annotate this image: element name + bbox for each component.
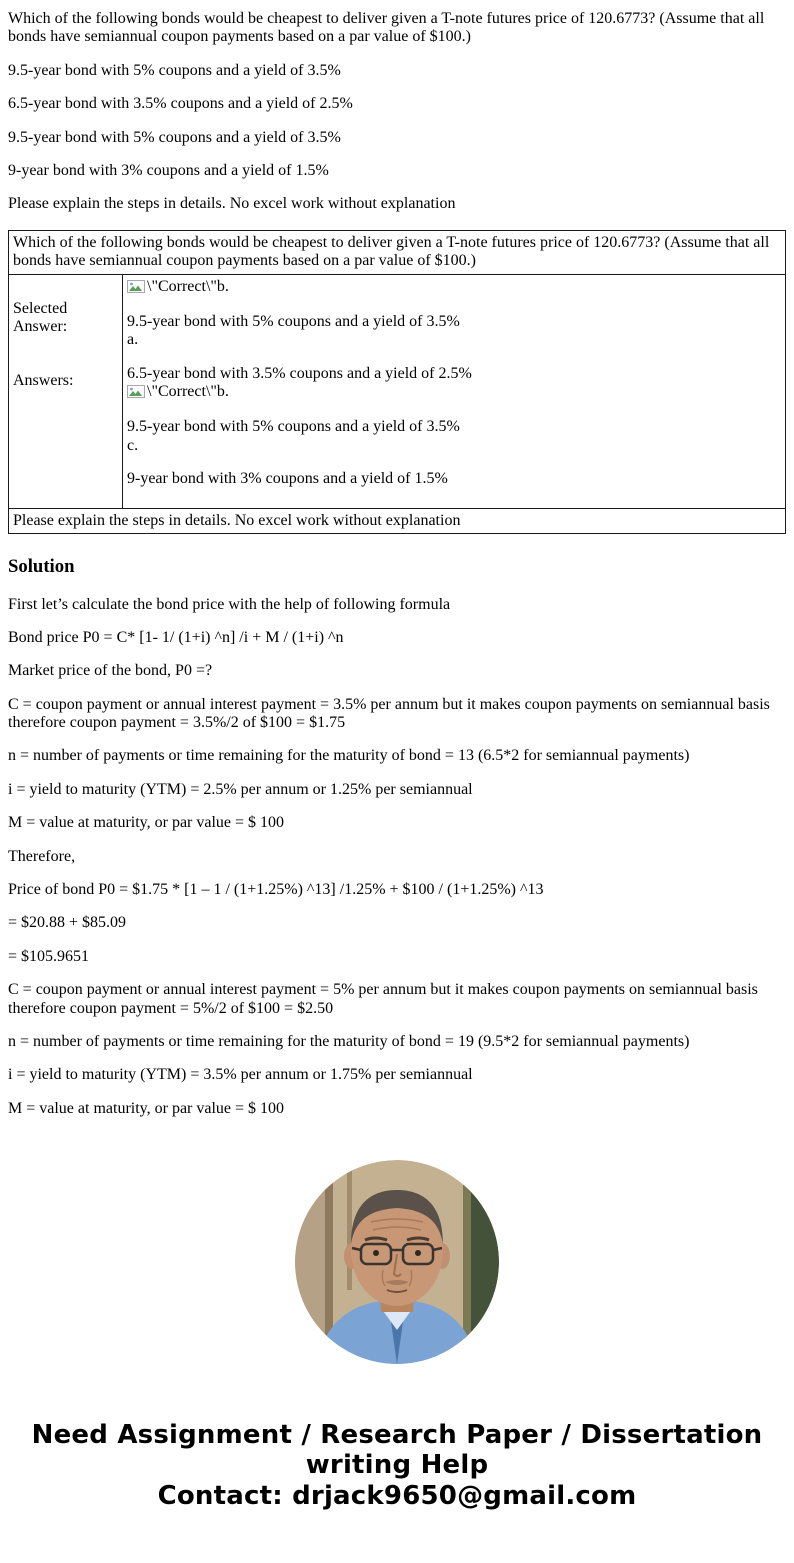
person-photo — [295, 1160, 499, 1364]
solution-paragraph: Bond price P0 = C* [1- 1/ (1+i) ^n] /i + M / (1+i) ^n — [8, 628, 344, 646]
answer-b-text: 9.5-year bond with 5% coupons and a yield of 3.5% — [127, 418, 460, 436]
correct-marker-line-2 — [127, 383, 781, 403]
solution-paragraph: i = yield to maturity (YTM) = 2.5% per annum or 1.25% per semiannual — [8, 780, 473, 798]
solution-paragraph: = $20.88 + $85.09 — [8, 914, 127, 932]
broken-image-icon — [127, 385, 145, 403]
correct-marker-text: \"Correct\"b. — [147, 383, 229, 401]
answers-label: Answers: — [13, 372, 74, 390]
answer-c-text: 9-year bond with 3% coupons and a yield of 1.5% — [127, 470, 448, 488]
answer-labels-cell — [9, 274, 123, 508]
solution-paragraph: C = coupon payment or annual interest payment = 5% per annum but it makes coupon payments on semiannual basis therefore coupon payment = 5%/2 of $100 = $2.50 — [8, 981, 758, 1017]
solution-paragraph: n = number of payments or time remaining for the maturity of bond = 13 (6.5*2 for semiannual payments) — [8, 747, 690, 765]
answer-table-header-cell: Which of the following bonds would be cheapest to deliver given a T-note futures price of 120.6773? (Assume that all bonds have semiannual coupon payments based on a par value of $100.) — [9, 230, 786, 274]
answer-table-footer-row — [9, 508, 786, 533]
answer-table-header-row — [9, 230, 786, 274]
correct-marker-text: \"Correct\"b. — [147, 277, 229, 295]
question-option-c: 9-year bond with 3% coupons and a yield of 1.5% — [8, 161, 329, 179]
solution-paragraph: Market price of the bond, P0 =? — [8, 662, 213, 680]
solution-paragraph: C = coupon payment or annual interest payment = 3.5% per annum but it makes coupon payments on semiannual basis therefore coupon payment = 3.5%/2 of $100 = $1.75 — [8, 695, 770, 732]
question-option-b2: 9.5-year bond with 5% coupons and a yield of 3.5% — [8, 128, 341, 146]
solution-paragraph: M = value at maturity, or par value = $ 100 — [8, 814, 285, 832]
answer-table-body-row — [9, 274, 786, 508]
solution-paragraph: First let’s calculate the bond price with the help of following formula — [8, 595, 451, 613]
answer-table — [8, 230, 786, 534]
promo-footer — [23, 1420, 771, 1511]
solution-paragraph: Price of bond P0 = $1.75 * [1 – 1 / (1+1.25%) ^13] /1.25% + $100 / (1+1.25%) ^13 — [8, 881, 544, 899]
question-option-a: 6.5-year bond with 3.5% coupons and a yield of 2.5% — [8, 95, 353, 113]
question-note: Please explain the steps in details. No excel work without explanation — [8, 195, 456, 213]
answer-c-label: c. — [127, 436, 139, 454]
footer-heading: Need Assignment / Research Paper / Dissertation writing Help — [31, 1419, 763, 1480]
answer-table-footer-cell: Please explain the steps in details. No excel work without explanation — [9, 508, 786, 533]
answer-a-label: a. — [127, 331, 139, 349]
solution-paragraph: M = value at maturity, or par value = $ 100 — [8, 1099, 285, 1117]
solution-paragraph: n = number of payments or time remaining for the maturity of bond = 19 (9.5*2 for semiannual payments) — [8, 1033, 690, 1050]
selected-answer-text: 9.5-year bond with 5% coupons and a yield of 3.5% — [127, 312, 460, 330]
solution-paragraph: Therefore, — [8, 847, 76, 865]
footer-contact: Contact: drjack9650@gmail.com — [157, 1480, 637, 1511]
question-option-b: 9.5-year bond with 5% coupons and a yield of 3.5% — [8, 61, 341, 79]
broken-image-icon — [127, 280, 145, 298]
solution-title: Solution — [8, 556, 75, 578]
answer-a-text: 6.5-year bond with 3.5% coupons and a yield of 2.5% — [127, 364, 472, 382]
selected-answer-label: Selected Answer: — [13, 299, 68, 335]
avatar-container — [8, 1160, 786, 1369]
question-prompt: Which of the following bonds would be cheapest to deliver given a T-note futures price of 120.6773? (Assume that all bonds have semiannual coupon payments based on a par value of $100.) — [8, 10, 765, 46]
solution-paragraph: i = yield to maturity (YTM) = 3.5% per annum or 1.75% per semiannual — [8, 1066, 473, 1084]
answers-cell — [123, 274, 786, 508]
solution-paragraph: = $105.9651 — [8, 947, 90, 965]
correct-marker-line-1 — [127, 278, 781, 298]
